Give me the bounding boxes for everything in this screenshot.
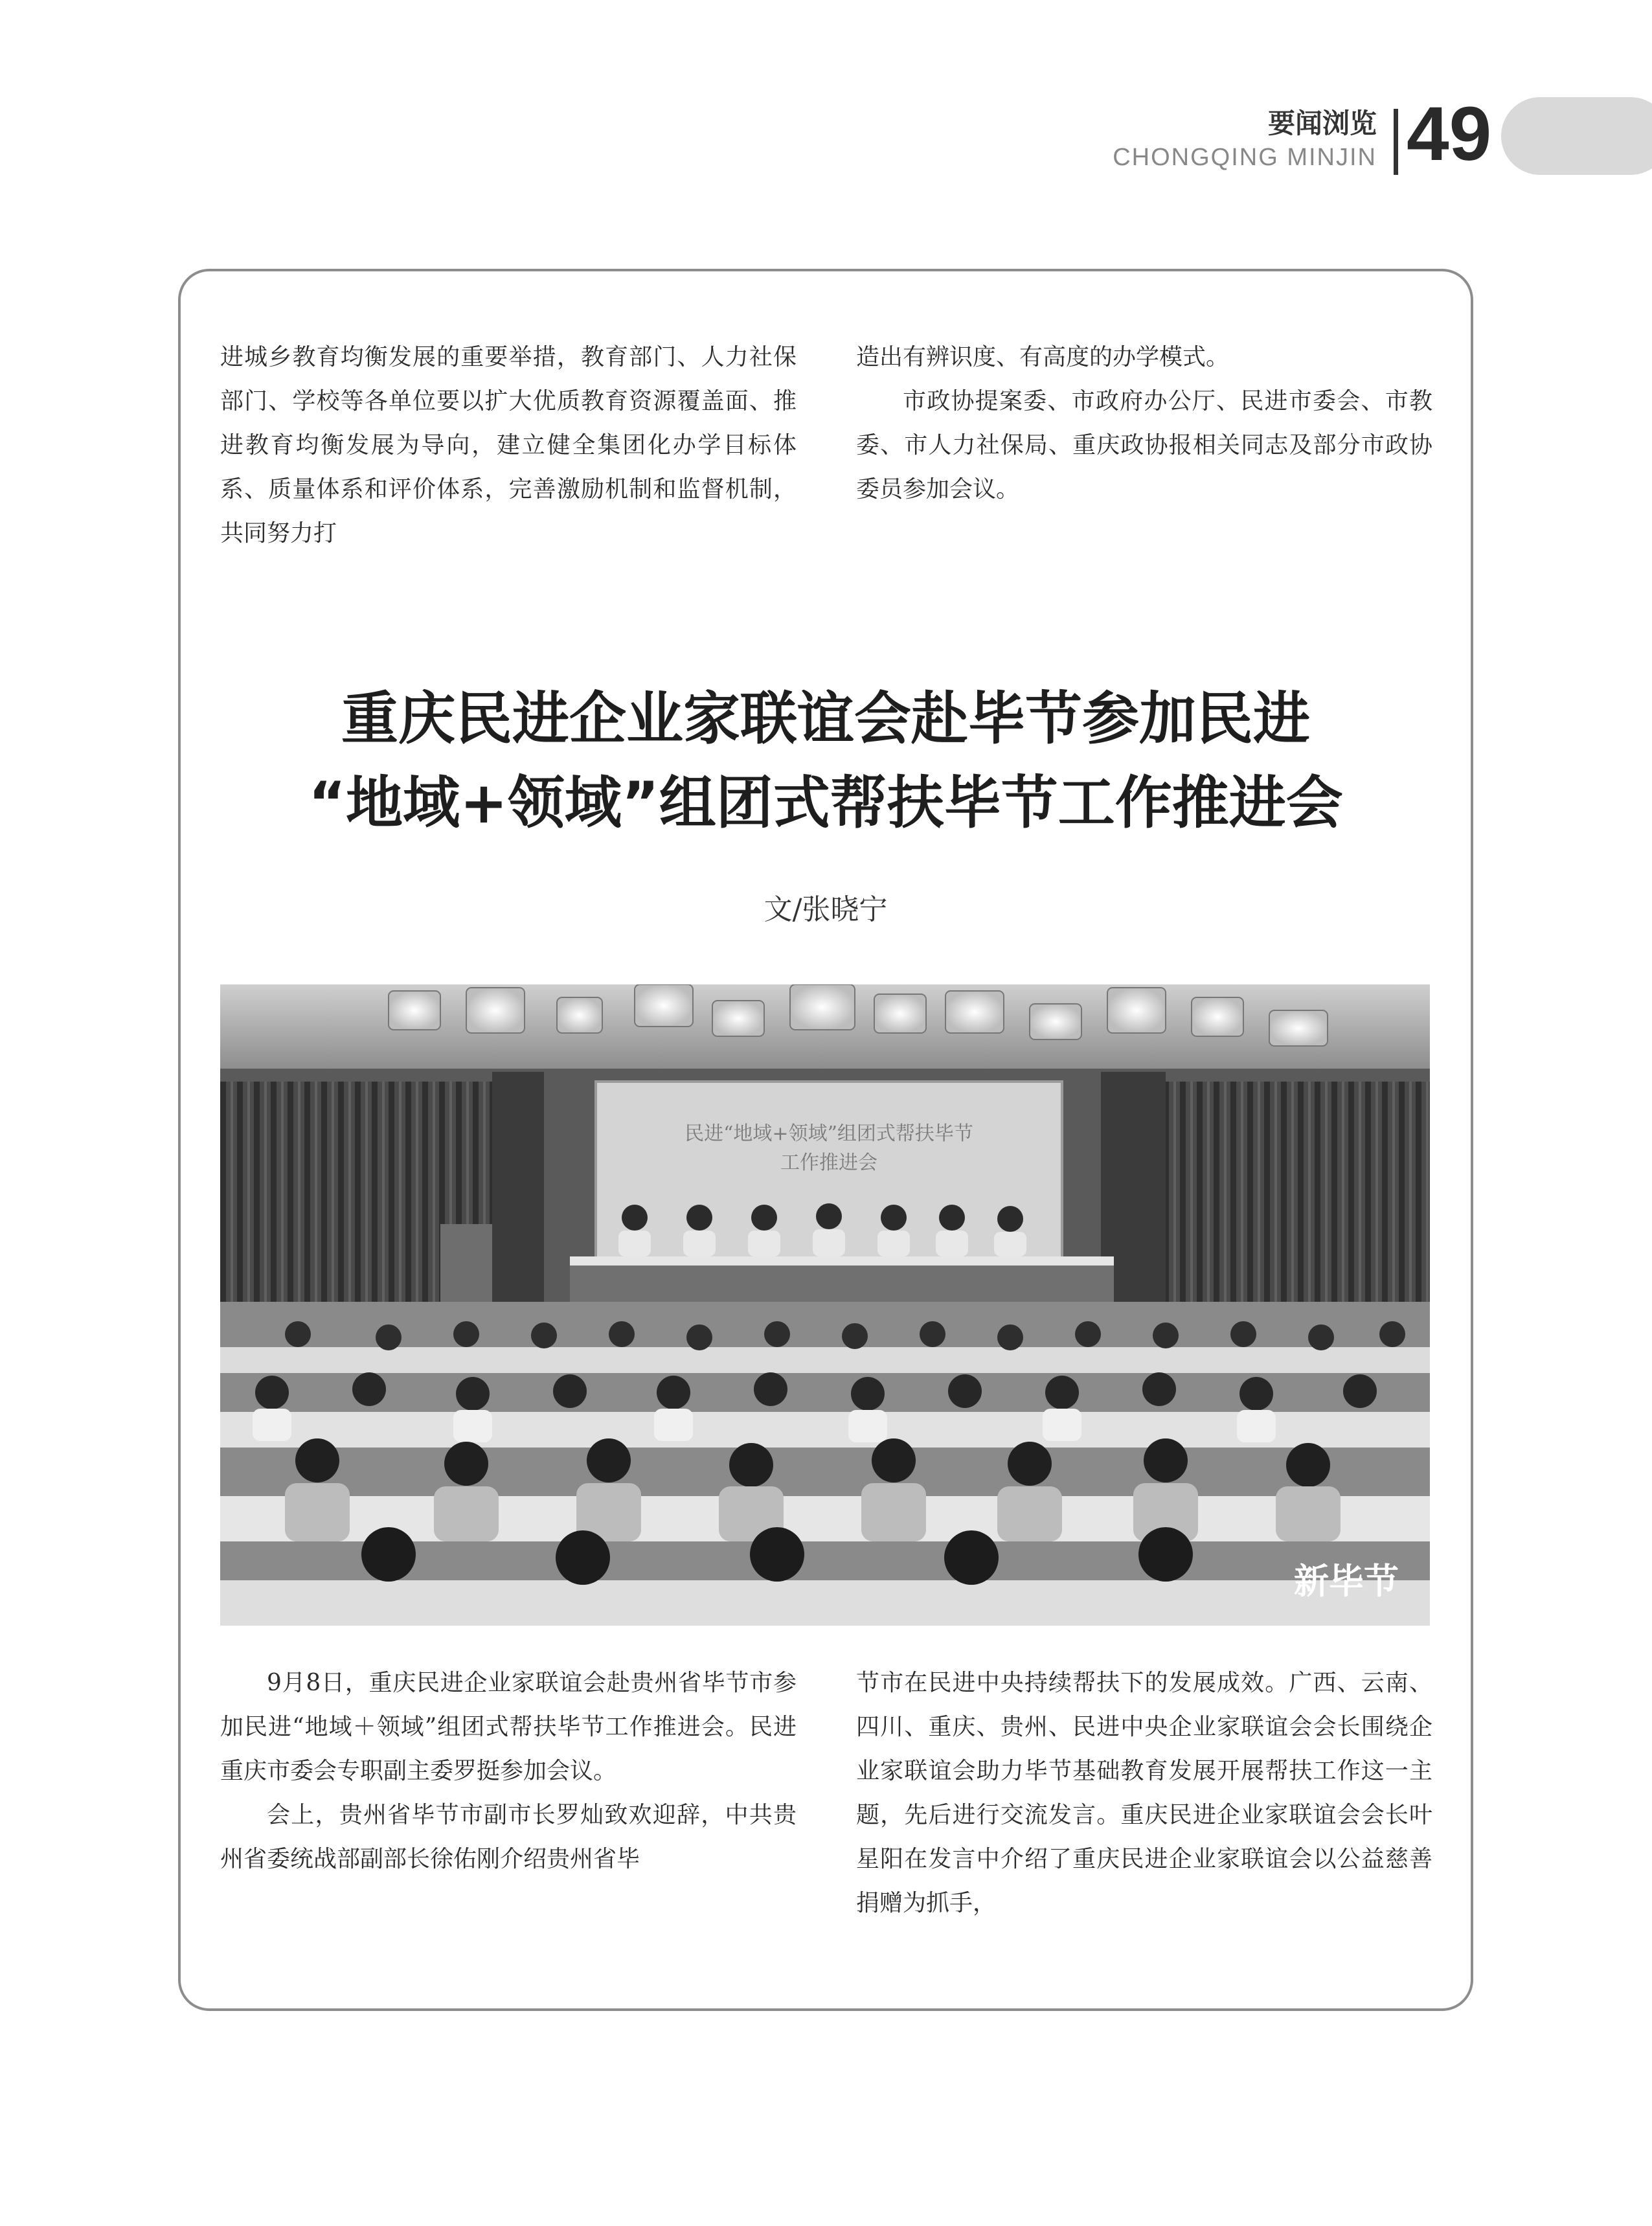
paragraph: 9月8日，重庆民进企业家联谊会赴贵州省毕节市参加民进“地域＋领域”组团式帮扶毕节工作推进会。民进重庆市委会专职副主委罗挺参加会议。 xyxy=(220,1670,797,1784)
page-number: 49 xyxy=(1407,91,1492,177)
paragraph: 节市在民进中央持续帮扶下的发展成效。广西、云南、四川、重庆、贵州、民进中央企业家联谊会会长围绕企业家联谊会助力毕节基础教育发展开展帮扶工作这一主题，先后进行交流发言。重庆民进企业家联谊会会长叶星阳在发言中介绍了重庆民进企业家联谊会以公益慈善捐赠为抓手， xyxy=(856,1670,1432,1916)
screen-banner-line-1: 民进“地域+领域”组团式帮扶毕节 xyxy=(685,1122,973,1145)
section-title: 要闻浏览 xyxy=(1267,108,1377,139)
paragraph: 造出有辨识度、有高度的办学模式。 xyxy=(856,344,1230,370)
top-left-column xyxy=(220,335,797,556)
paragraph: 会上，贵州省毕节市副市长罗灿致欢迎辞，中共贵州省委统战部副部长徐佑刚介绍贵州省毕 xyxy=(220,1802,797,1872)
top-right-column xyxy=(856,335,1432,512)
article-title-line-2: “地域+领域”组团式帮扶毕节工作推进会 xyxy=(308,769,1343,836)
photo-watermark: 新毕节 xyxy=(1294,1560,1399,1602)
paragraph: 市政协提案委、市政府办公厅、民进市委会、市教委、市人力社保局、重庆政协报相关同志及部分市政协委员参加会议。 xyxy=(856,388,1432,503)
paragraph: 进城乡教育均衡发展的重要举措，教育部门、人力社保部门、学校等各单位要以扩大优质教育资源覆盖面、推进教育均衡发展为导向，建立健全集团化办学目标体系、质量体系和评价体系，完善激励机制和监督机制，共同努力打 xyxy=(220,344,797,547)
magazine-name: CHONGQING MINJIN xyxy=(1113,144,1377,171)
bottom-right-column xyxy=(856,1661,1432,1925)
article-title-line-1: 重庆民进企业家联谊会赴毕节参加民进 xyxy=(341,685,1310,752)
meeting-photo xyxy=(220,984,1430,1626)
page-tab-decoration xyxy=(1501,97,1652,175)
screen-banner-line-2: 工作推进会 xyxy=(780,1152,877,1174)
article-byline: 文/张晓宁 xyxy=(764,893,888,926)
bottom-left-column xyxy=(220,1661,797,1881)
header-divider xyxy=(1394,109,1398,175)
